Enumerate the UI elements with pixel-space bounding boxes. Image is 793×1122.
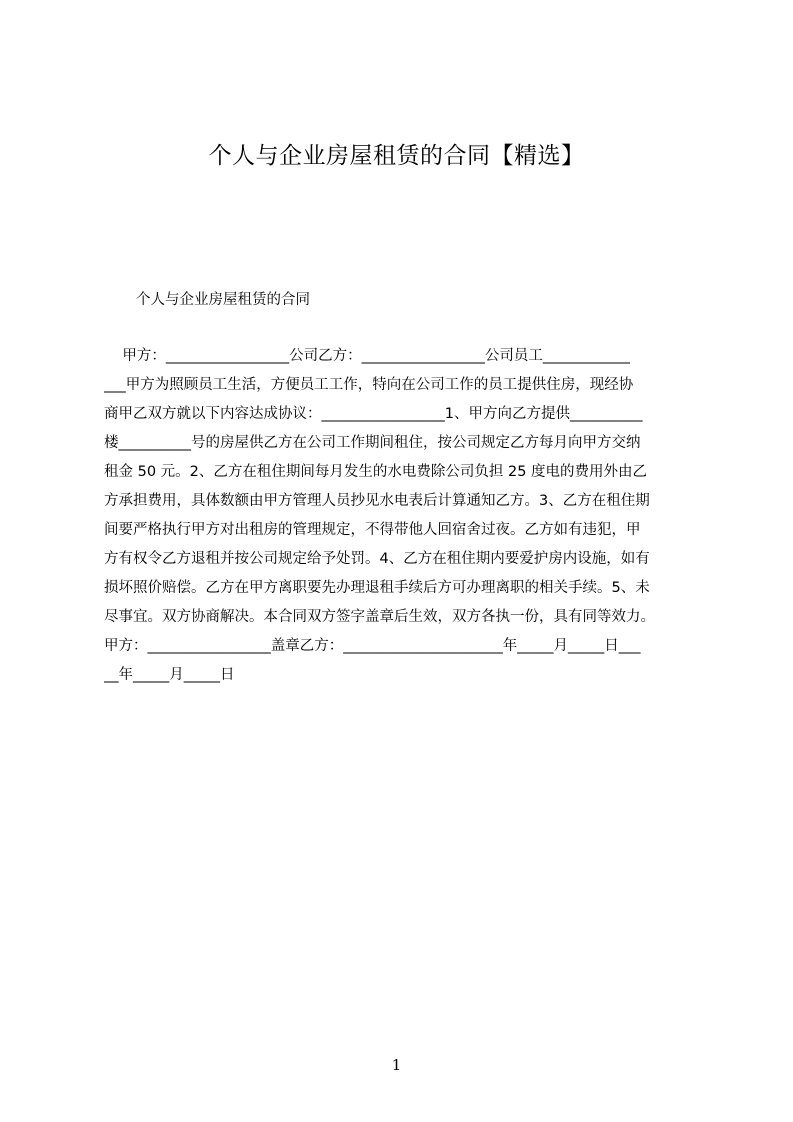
body-line: 甲方：_________________公司乙方：_________________公司员工____________ (104, 348, 630, 364)
page-number: 1 (391, 1056, 402, 1074)
body-line: 甲方：_________________盖章乙方：______________________年_____月_____日___ (104, 638, 641, 654)
body-line: 间要严格执行甲方对出租房的管理规定，不得带他人回宿舍过夜。乙方如有违犯，甲 (104, 522, 641, 538)
contract-body (104, 342, 698, 690)
body-line: 方有权令乙方退租并按公司规定给予处罚。4、乙方在租住期内要爱护房内设施，如有 (104, 551, 650, 567)
body-line: 楼__________号的房屋供乙方在公司工作期间租住，按公司规定乙方每月向甲方交纳 (104, 435, 641, 451)
body-line: 方承担费用，具体数额由甲方管理人员抄见水电表后计算通知乙方。3、乙方在租住期 (104, 493, 650, 509)
document-title: 个人与企业房屋租赁的合同【精选】 (208, 143, 585, 169)
body-line: 租金 50 元。2、乙方在租住期间每月发生的水电费除公司负担 25 度电的费用外由乙 (104, 464, 648, 480)
document-subtitle: 个人与企业房屋租赁的合同 (136, 292, 310, 308)
body-line: 损坏照价赔偿。乙方在甲方离职要先办理退租手续后方可办理离职的相关手续。5、未 (104, 580, 650, 596)
body-line: 商甲乙双方就以下内容达成协议：_________________1、甲方向乙方提供__________ (104, 406, 643, 422)
body-line: ___甲方为照顾员工生活，方便员工工作，特向在公司工作的员工提供住房，现经协 (104, 377, 634, 393)
body-line: __年_____月_____日 (104, 667, 235, 683)
body-line: 尽事宜。双方协商解决。本合同双方签字盖章后生效，双方各执一份，具有同等效力。 (104, 609, 655, 625)
